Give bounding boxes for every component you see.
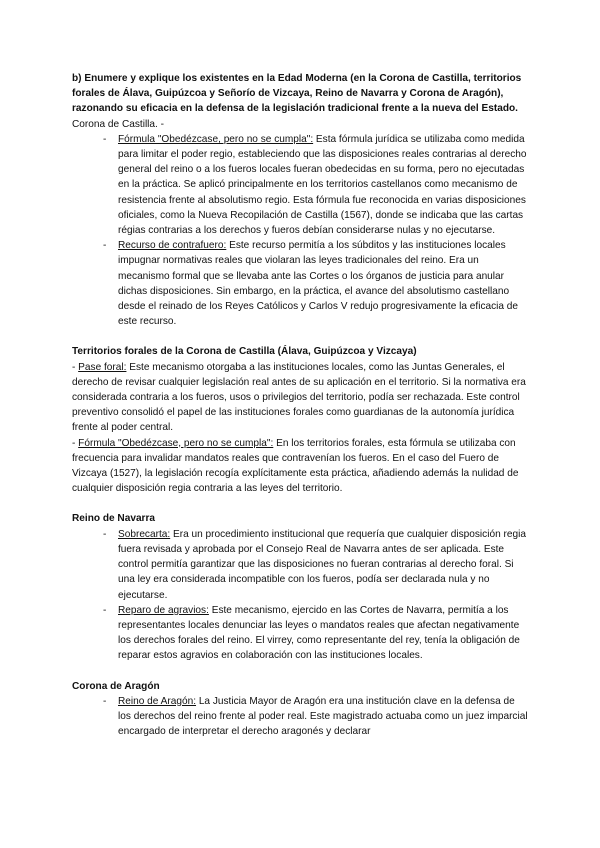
item-text: Este mecanismo otorgaba a las instituciones locales, como las Juntas Generales, el derecho de revisar cualquier legislación real antes de su aplicación en el territorio. Si la normativa era considerada contraria a los fueros, usos o privilegios del territorio, podía ser rechazada. Este control preventivo consolidó el papel de las instituciones forales como guardianas de la autonomía jurídica frente al poder central. (72, 361, 526, 434)
item-term: Pase foral: (78, 361, 127, 373)
castilla-list (72, 132, 530, 330)
item-text: Esta fórmula jurídica se utilizaba como medida para limitar el poder regio, estableciendo que las disposiciones reales contrarias al derecho general del reino o a los fueros locales fueran obedecidas en su forma, pero no ejecutadas en la práctica. Se aplicó principalmente en los territorios castellanos como mecanismo de resistencia frente al absolutismo regio. Esta fórmula fue reconocida en varias disposiciones oficiales, como la Nueva Recopilación de Castilla (1567), donde se indicaba que las cartas régias contrarias a los derechos y fueros debían considerarse nulas y no ejecutarse. (118, 133, 527, 237)
item-prefix: - (72, 361, 79, 373)
section-title-forales: Territorios forales de la Corona de Castilla (Álava, Guipúzcoa y Vizcaya) (72, 346, 417, 358)
document-page (72, 71, 530, 739)
aragon-list (72, 694, 530, 740)
section-title-navarra: Reino de Navarra (72, 513, 156, 525)
list-item (103, 603, 530, 664)
list-item (103, 238, 530, 329)
spacer (72, 329, 530, 344)
question-heading: b) Enumere y explique los existentes en la Edad Moderna (en la Corona de Castilla, territorios forales de Álava, Guipúzcoa y Señorío de Vizcaya, Reino de Navarra y Corona de Aragón), razonando su eficacia en la defensa de la legislación tradicional frente a la nueva del Estado. (72, 73, 522, 115)
spacer (72, 496, 530, 511)
item-term: Fórmula "Obedézcase, pero no se cumpla": (118, 133, 314, 145)
section-title-castilla: Corona de Castilla. - (72, 118, 165, 130)
item-term: Recurso de contrafuero: (118, 240, 227, 252)
section-title-aragon: Corona de Aragón (72, 680, 160, 692)
item-term: Sobrecarta: (118, 528, 171, 540)
item-term: Fórmula "Obedézcase, pero no se cumpla": (78, 437, 274, 449)
item-term: Reino de Aragón: (118, 695, 197, 707)
item-text: Este recurso permitía a los súbditos y las instituciones locales impugnar normativas reales que violaran las leyes tradicionales del reino. Era un mecanismo formal que se llevaba ante las Cortes o los órganos de justicia para anular dichas disposiciones. Sin embargo, en la práctica, el avance del absolutismo castellano desde el reinado de los Reyes Católicos y Carlos V redujo progresivamente la eficacia de este recurso. (118, 240, 519, 328)
list-item (103, 527, 530, 603)
navarra-list (72, 527, 530, 664)
spacer (72, 664, 530, 679)
item-text: La Justicia Mayor de Aragón era una institución clave en la defensa de los derechos del reino frente al poder real. Este magistrado actuaba como un juez imparcial encargado de interpretar el derecho aragonés y declarar (118, 695, 528, 738)
item-prefix: - (72, 437, 79, 449)
item-text: En los territorios forales, esta fórmula se utilizaba con frecuencia para invalidar mandatos reales que contravenían los fueros. En el caso del Fuero de Vizcaya (1527), la legislación recogía explícitamente esta práctica, añadiendo además la nulidad de cualquier disposición regia contraria a las leyes del territorio. (72, 437, 519, 495)
item-text: Este mecanismo, ejercido en las Cortes de Navarra, permitía a los representantes locales denunciar las leyes o mandatos reales que afectan negativamente los derechos forales del reino. El virrey, como representante del rey, tenía la obligación de reparar estos agravios en colaboración con las instituciones locales. (118, 604, 520, 662)
item-term: Reparo de agravios: (118, 604, 209, 616)
list-item (72, 436, 530, 497)
list-item (103, 694, 530, 740)
list-item (103, 132, 530, 238)
list-item (72, 360, 530, 436)
item-text: Era un procedimiento institucional que requería que cualquier disposición regia fuera revisada y aprobada por el Consejo Real de Navarra antes de ser aplicada. Este control permitía garantizar que las disposiciones no fueran contrarias al derecho foral. Si una ley era considerada incompatible con los fueros, podía ser declarada nula y no ejecutarse. (118, 528, 526, 601)
